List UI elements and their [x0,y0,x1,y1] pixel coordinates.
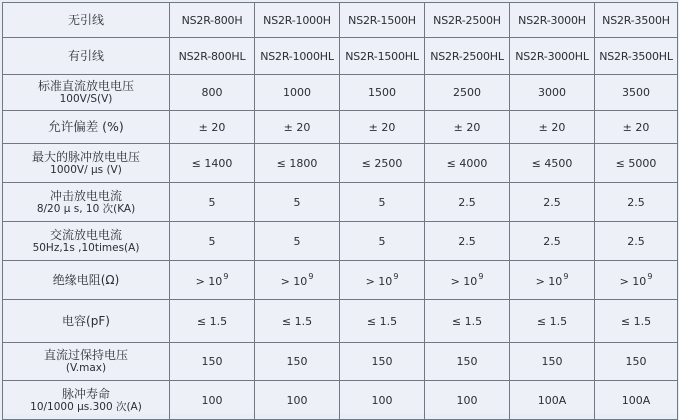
cell-value: ± 20 [622,120,650,134]
cell-value: 150 [201,355,223,368]
cell-value: ± 20 [453,120,481,134]
cell-value: 2.5 [543,234,561,248]
value-cell [425,381,510,420]
value-cell [595,111,678,144]
cell-value: 100A [621,393,651,407]
value-cell [340,300,425,343]
row-label-unit: (V.max) [65,362,107,374]
value-cell [255,183,340,222]
cell-value: ± 20 [283,120,311,134]
row-dc-spark-over-voltage [3,75,678,111]
row-capacitance [3,300,678,343]
cell-value: ± 20 [538,120,566,134]
value-cell [255,261,340,300]
cell-value: > 10 [195,275,223,288]
row-label-unit: 1000V/ µs (V) [50,163,122,176]
value-cell [595,300,678,343]
row-ac-discharge-current [3,222,678,261]
value-cell [510,75,595,111]
model-number-cell [255,3,340,38]
cell-value: NS2R-1500H [348,13,416,27]
cell-value: ≤ 1400 [191,156,233,170]
cell-value: 100 [286,393,308,407]
row-label: 绝缘电阻(Ω) [52,273,120,287]
cell-value: 2.5 [627,234,645,248]
cell-value: NS2R-800H [181,13,243,27]
cell-value: 100 [456,393,478,407]
value-cell [255,300,340,343]
cell-value: ≤ 1.5 [451,314,483,328]
cell-value: 5 [293,195,301,209]
row-no-lead-model [3,3,678,38]
exponent: 9 [308,272,314,281]
value-cell [170,144,255,183]
cell-value: > 10 [619,275,647,288]
cell-value: 150 [371,355,393,368]
cell-value: NS2R-2500H [433,13,501,27]
cell-value: 1500 [368,86,396,99]
row-label: 直流过保持电压 [43,348,128,362]
model-number-cell [510,3,595,38]
value-cell [595,144,678,183]
value-cell [425,111,510,144]
row-label: 最大的脉冲放电电压 [31,149,140,164]
value-cell [595,261,678,300]
cell-value: ≤ 2500 [361,156,403,170]
value-cell [170,381,255,420]
cell-value: ± 20 [368,120,396,134]
cell-value: ≤ 1.5 [536,314,568,328]
cell-value: 100A [537,393,567,407]
cell-value: 2.5 [458,234,476,248]
cell-value: ≤ 4500 [531,156,573,170]
row-label-unit: 10/1000 µs.300 次(A) [30,400,142,413]
value-cell [425,343,510,381]
row-label-cell [3,144,170,183]
model-number-cell [255,38,340,75]
value-cell [170,261,255,300]
cell-value: 5 [208,195,216,209]
value-cell [340,183,425,222]
row-dc-holdover-voltage [3,343,678,381]
row-label: 有引线 [67,49,104,63]
exponent: 9 [563,272,569,281]
value-cell [170,222,255,261]
value-cell [170,300,255,343]
value-cell [510,222,595,261]
cell-value: 150 [541,355,563,368]
value-cell [510,261,595,300]
cell-value: 800 [201,86,223,99]
cell-value: 5 [378,234,386,248]
cell-value: ≤ 1800 [276,156,318,170]
value-cell [170,111,255,144]
value-cell [170,343,255,381]
value-cell [255,222,340,261]
cell-value: > 10 [280,275,308,288]
value-cell [595,183,678,222]
row-label: 交流放电电流 [49,227,122,242]
cell-value: 5 [293,234,301,248]
cell-value: 2.5 [458,195,476,209]
row-with-lead-model [3,38,678,75]
cell-value: NS2R-1000HL [260,49,334,63]
value-cell [510,111,595,144]
value-cell [595,381,678,420]
cell-value: ≤ 1.5 [281,314,313,328]
model-number-cell [170,3,255,38]
row-max-impulse-spark-over [3,144,678,183]
value-cell [255,381,340,420]
cell-value: NS2R-1000H [263,13,331,27]
row-label-cell [3,183,170,222]
model-number-cell [340,38,425,75]
cell-value: > 10 [450,275,478,288]
row-label: 电容(pF) [62,314,110,328]
model-number-cell [595,3,678,38]
spec-sheet [2,2,677,414]
cell-value: NS2R-3000HL [515,49,589,63]
exponent: 9 [223,272,229,281]
cell-value: 5 [378,195,386,209]
row-label-cell [3,3,170,38]
value-cell [425,144,510,183]
cell-value: 1000 [283,86,311,99]
value-cell [255,75,340,111]
row-impulse-life [3,381,678,420]
row-tolerance [3,111,678,144]
row-label-cell [3,222,170,261]
value-cell [340,75,425,111]
value-cell [595,222,678,261]
cell-value: NS2R-3000H [518,13,586,27]
cell-value: NS2R-1500HL [345,49,419,63]
value-cell [595,343,678,381]
row-insulation-resistance [3,261,678,300]
cell-value: 2500 [453,86,481,99]
cell-value: 2.5 [543,195,561,209]
value-cell [510,183,595,222]
cell-value: NS2R-3500HL [599,49,673,63]
model-number-cell [340,3,425,38]
exponent: 9 [647,272,653,281]
row-label: 无引线 [67,13,104,27]
cell-value: ≤ 4000 [446,156,488,170]
model-number-cell [595,38,678,75]
value-cell [255,144,340,183]
value-cell [595,75,678,111]
row-label: 标准直流放电电压 [37,79,134,93]
row-label-cell [3,343,170,381]
value-cell [340,144,425,183]
cell-value: 3500 [622,86,650,99]
row-impulse-discharge-current [3,183,678,222]
exponent: 9 [478,272,484,281]
cell-value: > 10 [365,275,393,288]
value-cell [425,300,510,343]
model-number-cell [510,38,595,75]
row-label-cell [3,75,170,111]
value-cell [340,111,425,144]
cell-value: 3000 [538,86,566,99]
cell-value: ≤ 1.5 [366,314,398,328]
cell-value: 5 [208,234,216,248]
cell-value: > 10 [535,275,563,288]
value-cell [255,343,340,381]
exponent: 9 [393,272,399,281]
cell-value: ≤ 1.5 [196,314,228,328]
value-cell [340,261,425,300]
value-cell [425,222,510,261]
value-cell [425,75,510,111]
row-label: 冲击放电电流 [49,188,122,203]
cell-value: 2.5 [627,195,645,209]
cell-value: 100 [201,393,223,407]
model-number-cell [425,3,510,38]
value-cell [170,75,255,111]
row-label: 允许偏差 (%) [48,119,124,134]
cell-value: 100 [371,393,393,407]
model-number-cell [170,38,255,75]
cell-value: NS2R-3500H [602,13,670,27]
cell-value: NS2R-2500HL [430,49,504,63]
value-cell [510,343,595,381]
row-label-unit: 50Hz,1s ,10times(A) [32,241,140,254]
cell-value: ≤ 5000 [615,156,657,170]
value-cell [170,183,255,222]
cell-value: 150 [286,355,308,368]
value-cell [340,222,425,261]
row-label-cell [3,38,170,75]
model-number-cell [425,38,510,75]
row-label-cell [3,381,170,420]
value-cell [340,343,425,381]
value-cell [510,300,595,343]
cell-value: NS2R-800HL [178,49,246,63]
cell-value: 150 [625,355,647,368]
cell-value: ≤ 1.5 [620,314,652,328]
value-cell [255,111,340,144]
row-label-cell [3,300,170,343]
cell-value: 150 [456,355,478,368]
value-cell [510,144,595,183]
row-label: 脉冲寿命 [61,386,110,401]
value-cell [510,381,595,420]
gas-discharge-tube-spec-table [2,2,678,420]
value-cell [425,261,510,300]
cell-value: ± 20 [198,120,226,134]
row-label-cell [3,261,170,300]
row-label-unit: 100V/S(V) [59,93,113,105]
row-label-cell [3,111,170,144]
row-label-unit: 8/20 µ s, 10 次(KA) [36,202,136,215]
value-cell [425,183,510,222]
value-cell [340,381,425,420]
